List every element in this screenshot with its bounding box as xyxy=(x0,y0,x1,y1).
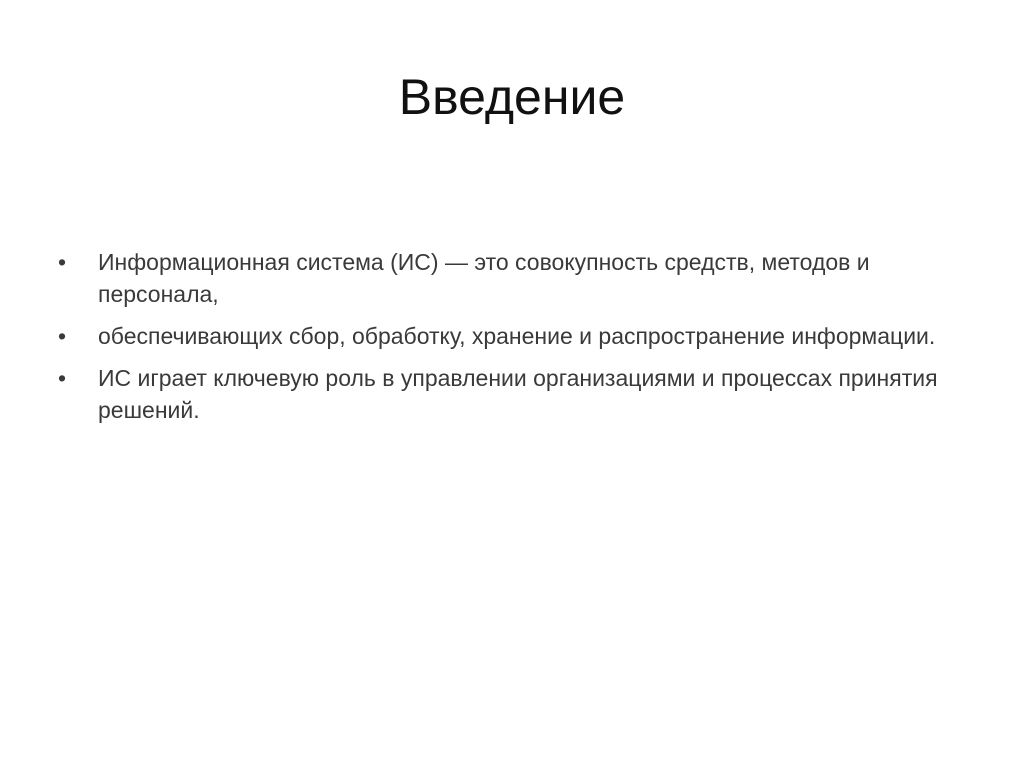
bullet-marker: • xyxy=(58,323,67,349)
slide-title: Введение xyxy=(398,69,626,125)
bullet-marker: • xyxy=(58,365,67,391)
bullet-text: обеспечивающих сбор, обработку, хранение и распространение информации. xyxy=(98,323,936,349)
bullet-text: ИС играет ключевую роль в управлении организациями и процессах принятия решений. xyxy=(98,365,938,423)
bullet-item xyxy=(58,362,958,426)
bullet-list xyxy=(58,246,958,436)
bullet-marker: • xyxy=(58,249,67,275)
bullet-item xyxy=(58,246,958,310)
bullet-text: Информационная система (ИС) — это совокупность средств, методов и персонала, xyxy=(98,249,870,307)
bullet-item xyxy=(58,320,958,352)
